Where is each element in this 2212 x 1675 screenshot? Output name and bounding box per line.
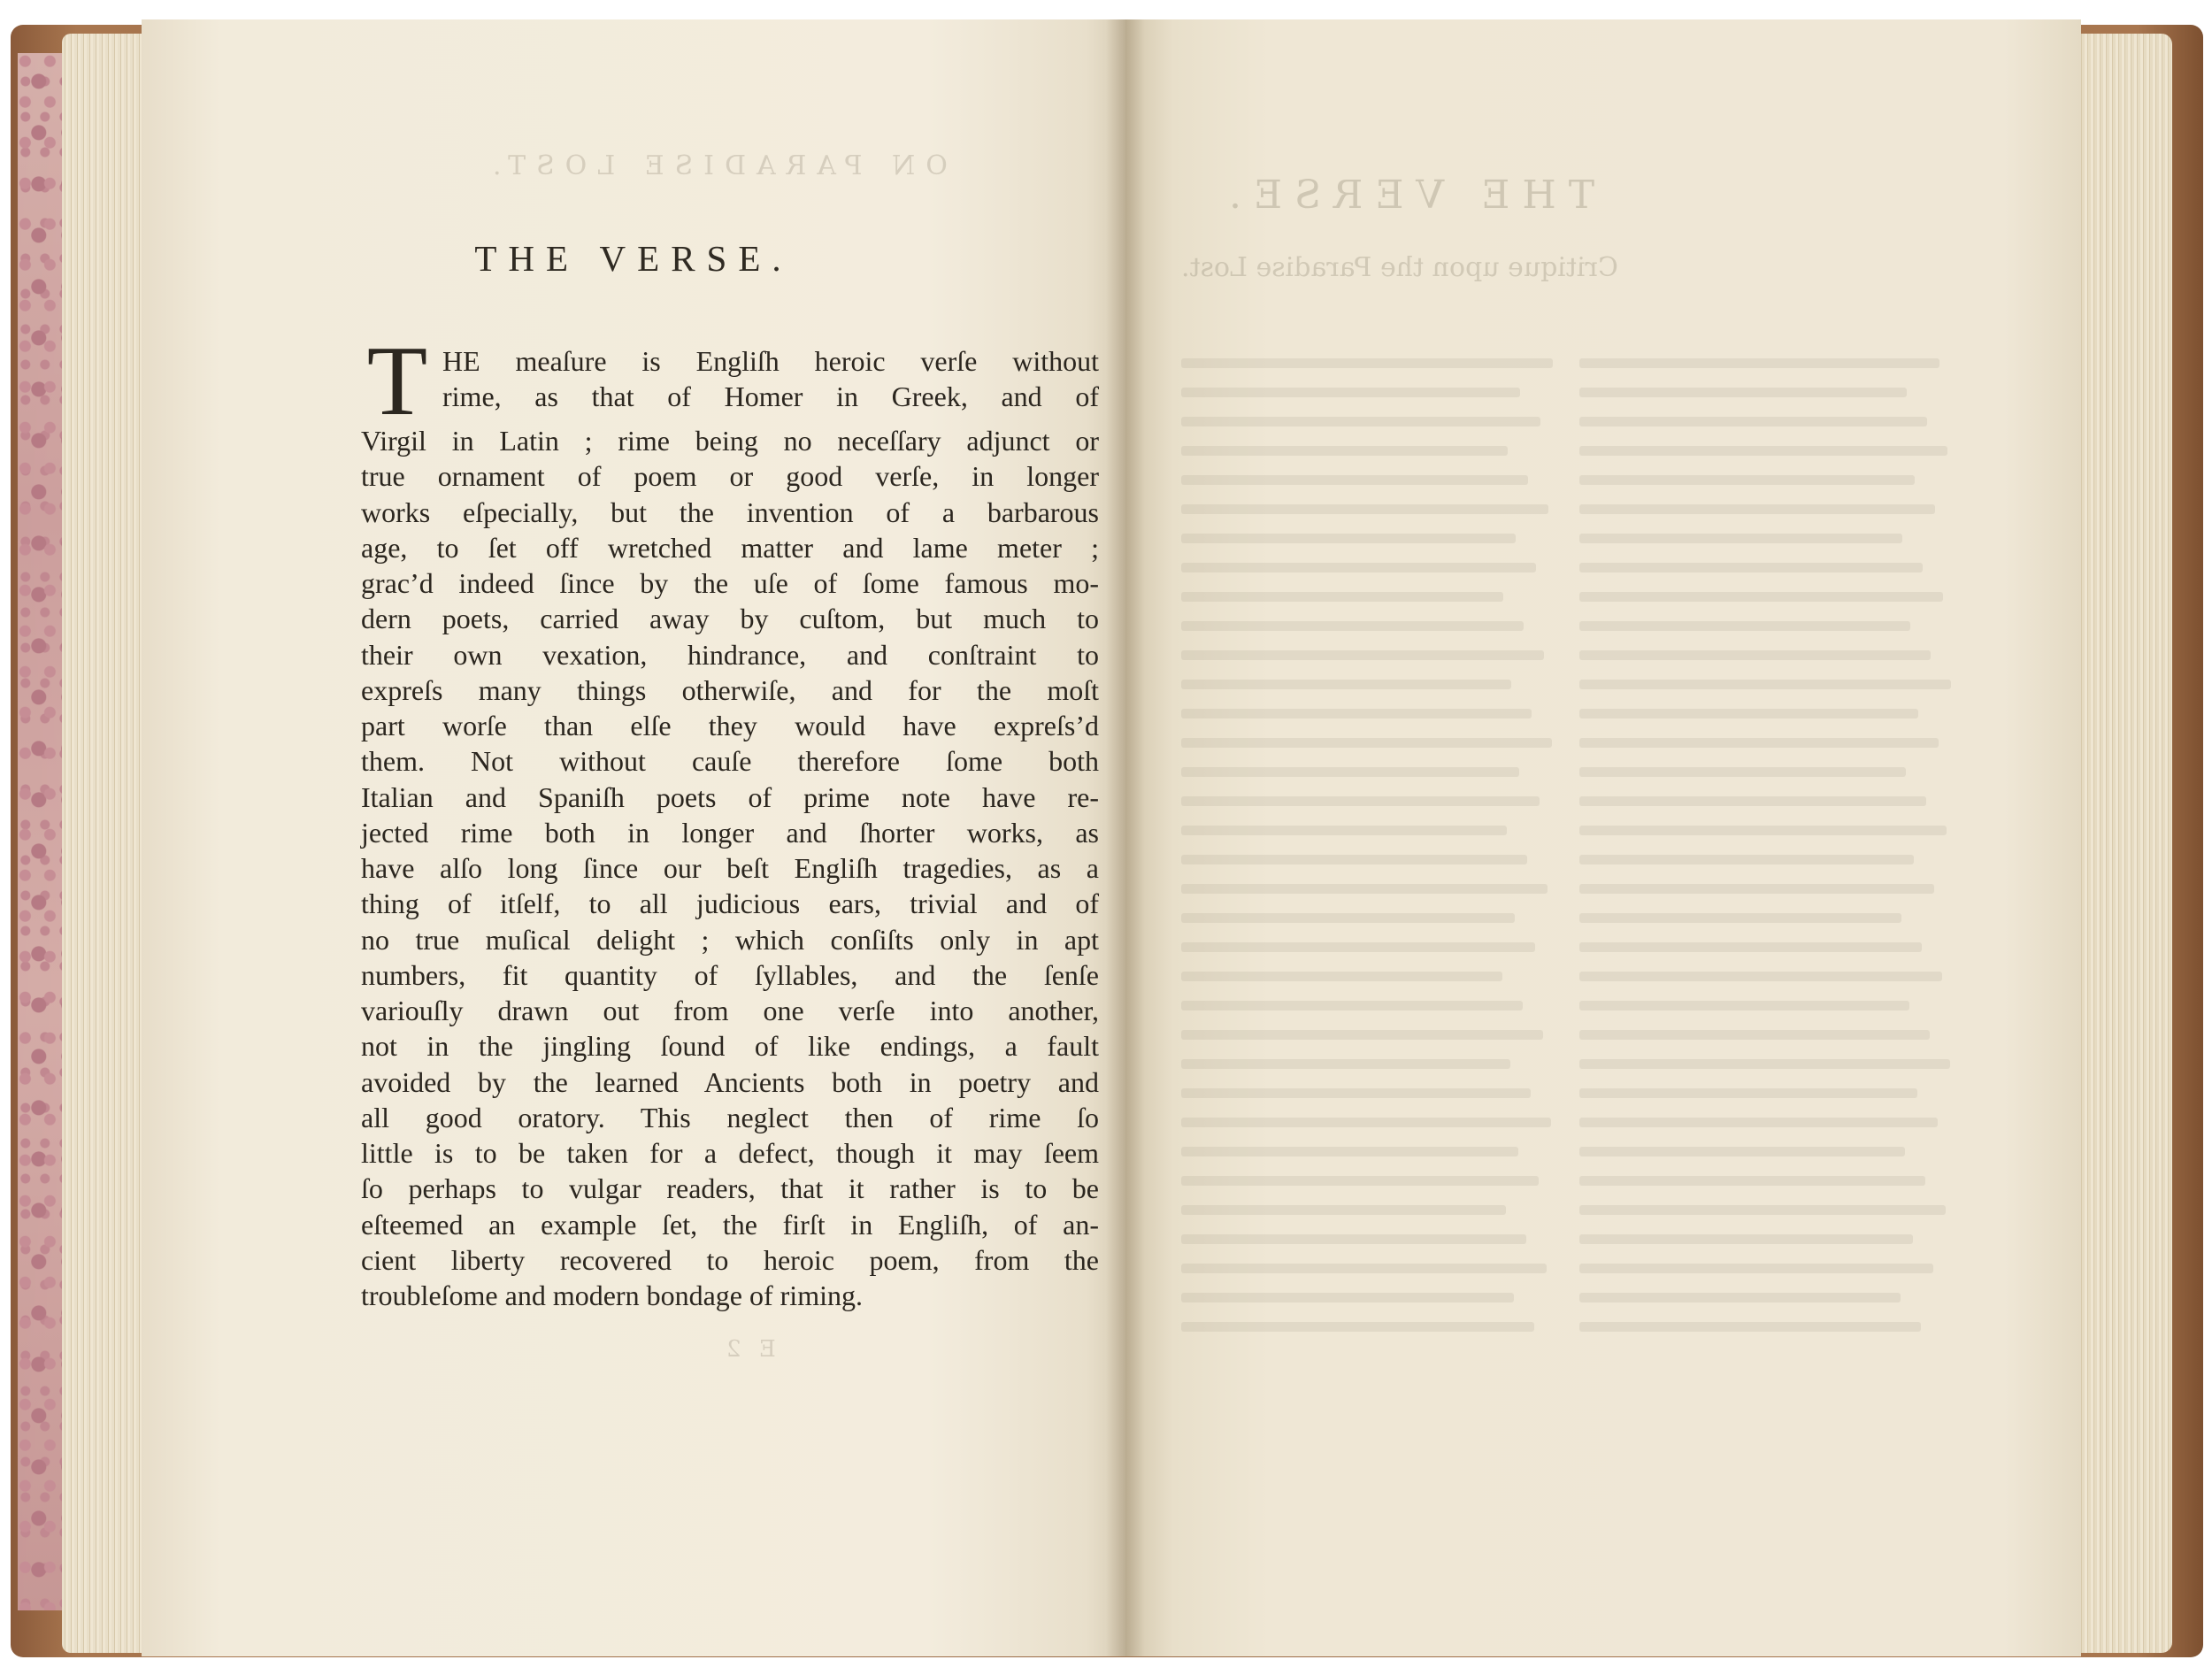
show-through-title: Critique upon the Paradise Lost. (1181, 252, 1618, 283)
show-through-line (1181, 1176, 1539, 1186)
show-through-line (1181, 1264, 1547, 1273)
show-through-line (1579, 592, 1943, 602)
show-through-line (1579, 972, 1942, 981)
text-line: not in the jingling ſound of like endings, a fault (361, 1030, 1099, 1063)
right-page-edges (2066, 34, 2172, 1653)
text-line: avoided by the learned Ancients both in poetry and (361, 1065, 1099, 1098)
show-through-line (1579, 1059, 1950, 1069)
text-line: them. Not without cauſe therefore ſome both (361, 745, 1099, 778)
text-line: Italian and Spaniſh poets of prime note have re- (361, 780, 1099, 813)
show-through-line (1181, 738, 1552, 748)
show-through-line (1181, 1234, 1526, 1244)
text-line: troubleſome and modern bondage of riming. (361, 1279, 863, 1311)
drop-cap: T (366, 327, 428, 436)
text-line: rime, as that of Homer in Greek, and of (442, 380, 1099, 413)
show-through-line (1579, 358, 1939, 368)
show-through-line (1579, 913, 1901, 923)
show-through-line (1181, 1205, 1506, 1215)
text-line: Virgil in Latin ; rime being no neceſſary adjunct or (361, 425, 1099, 457)
text-line: no true muſical delight ; which conſiſts only in apt (361, 923, 1099, 956)
show-through-line (1579, 1264, 1933, 1273)
show-through-line (1181, 796, 1540, 806)
show-through-line (1181, 1088, 1531, 1098)
show-through-line (1579, 1293, 1901, 1302)
show-through-line (1181, 388, 1520, 397)
text-line: variouſly drawn out from one verſe into another, (361, 995, 1099, 1026)
show-through-line (1181, 972, 1502, 981)
show-through-line (1579, 680, 1951, 689)
show-through-line (1579, 1118, 1938, 1127)
show-through-header: ON PARADISE LOST. (482, 150, 948, 181)
show-through-line (1181, 1001, 1523, 1010)
show-through-line (1181, 767, 1519, 777)
text-line: true ornament of poem or good verſe, in longer (361, 460, 1099, 493)
show-through-line (1181, 621, 1524, 631)
show-through-line (1181, 1118, 1551, 1127)
show-through-line (1579, 796, 1926, 806)
show-through-line (1579, 475, 1915, 485)
show-through-line (1181, 504, 1548, 514)
show-through-line (1181, 855, 1527, 864)
text-line: works eſpecially, but the invention of a barbarous (361, 496, 1099, 528)
text-line: thing of itſelf, to all judicious ears, trivial and of (361, 887, 1099, 920)
text-line: age, to ſet off wretched matter and lame meter ; (361, 531, 1099, 564)
show-through-line (1579, 1001, 1909, 1010)
show-through-line (1181, 563, 1536, 572)
text-line: jected rime both in longer and ſhorter works, as (361, 816, 1099, 849)
body-text (361, 423, 1099, 1313)
show-through-line (1181, 1322, 1534, 1332)
show-through-line (1579, 563, 1923, 572)
show-through-line (1579, 1176, 1925, 1186)
show-through-line (1579, 1030, 1930, 1040)
text-line: HE meaſure is Engliſh heroic verſe without (442, 345, 1099, 377)
show-through-line (1181, 1147, 1518, 1156)
show-through-line (1579, 621, 1910, 631)
show-through-line (1579, 534, 1902, 543)
text-line: all good oratory. This neglect then of rime ſo (361, 1101, 1099, 1133)
show-through-line (1579, 650, 1931, 660)
show-through-line (1181, 1293, 1514, 1302)
right-page-show-through (1164, 155, 2048, 1394)
show-through-line (1181, 680, 1511, 689)
show-through-line (1579, 709, 1918, 718)
show-through-line (1181, 913, 1515, 923)
show-through-line (1579, 1234, 1913, 1244)
text-line: ſo perhaps to vulgar readers, that it rather is to be (361, 1172, 1099, 1205)
text-line: dern poets, carried away by cuſtom, but much to (361, 603, 1099, 635)
show-through-line (1579, 1322, 1921, 1332)
show-through-line (1579, 826, 1947, 835)
show-through-line (1181, 709, 1532, 718)
page-heading: THE VERSE. (474, 238, 793, 279)
text-line: cient liberty recovered to heroic poem, from the (361, 1243, 1099, 1276)
text-line: part worſe than elſe they would have expreſs’d (361, 710, 1099, 741)
show-through-line (1579, 942, 1922, 952)
show-through-line (1181, 650, 1544, 660)
show-through-heading: THE VERSE. (1217, 173, 1595, 218)
show-through-line (1181, 475, 1528, 485)
text-line: their own vexation, hindrance, and conſtraint to (361, 638, 1099, 671)
show-through-line (1579, 1147, 1905, 1156)
show-through-line (1579, 738, 1939, 748)
show-through-line (1181, 446, 1508, 456)
show-through-line (1579, 767, 1906, 777)
show-through-line (1181, 884, 1548, 894)
show-through-line (1181, 1059, 1510, 1069)
show-through-footer: E 2 (721, 1336, 776, 1363)
show-through-line (1579, 388, 1907, 397)
show-through-line (1579, 1088, 1917, 1098)
show-through-line (1181, 417, 1540, 426)
show-through-line (1579, 1205, 1946, 1215)
show-through-line (1579, 855, 1914, 864)
text-line: have alſo long ſince our beſt Engliſh tragedies, as a (361, 852, 1099, 884)
first-lines (442, 343, 1099, 415)
text-line: little is to be taken for a defect, though it may ſeem (361, 1137, 1099, 1169)
show-through-line (1181, 592, 1503, 602)
show-through-line (1579, 504, 1935, 514)
text-line: expreſs many things otherwiſe, and for the moſt (361, 673, 1099, 706)
text-line: numbers, fit quantity of ſyllables, and the ſenſe (361, 958, 1099, 991)
show-through-line (1181, 942, 1535, 952)
show-through-line (1181, 534, 1516, 543)
show-through-line (1181, 358, 1553, 368)
show-through-line (1579, 446, 1947, 456)
show-through-line (1579, 417, 1927, 426)
show-through-line (1181, 1030, 1543, 1040)
text-line: grac’d indeed ſince by the uſe of ſome famous mo- (361, 567, 1099, 599)
show-through-line (1181, 826, 1507, 835)
show-through-line (1579, 884, 1934, 894)
text-line: eſteemed an example ſet, the firſt in Engliſh, of an- (361, 1208, 1099, 1241)
